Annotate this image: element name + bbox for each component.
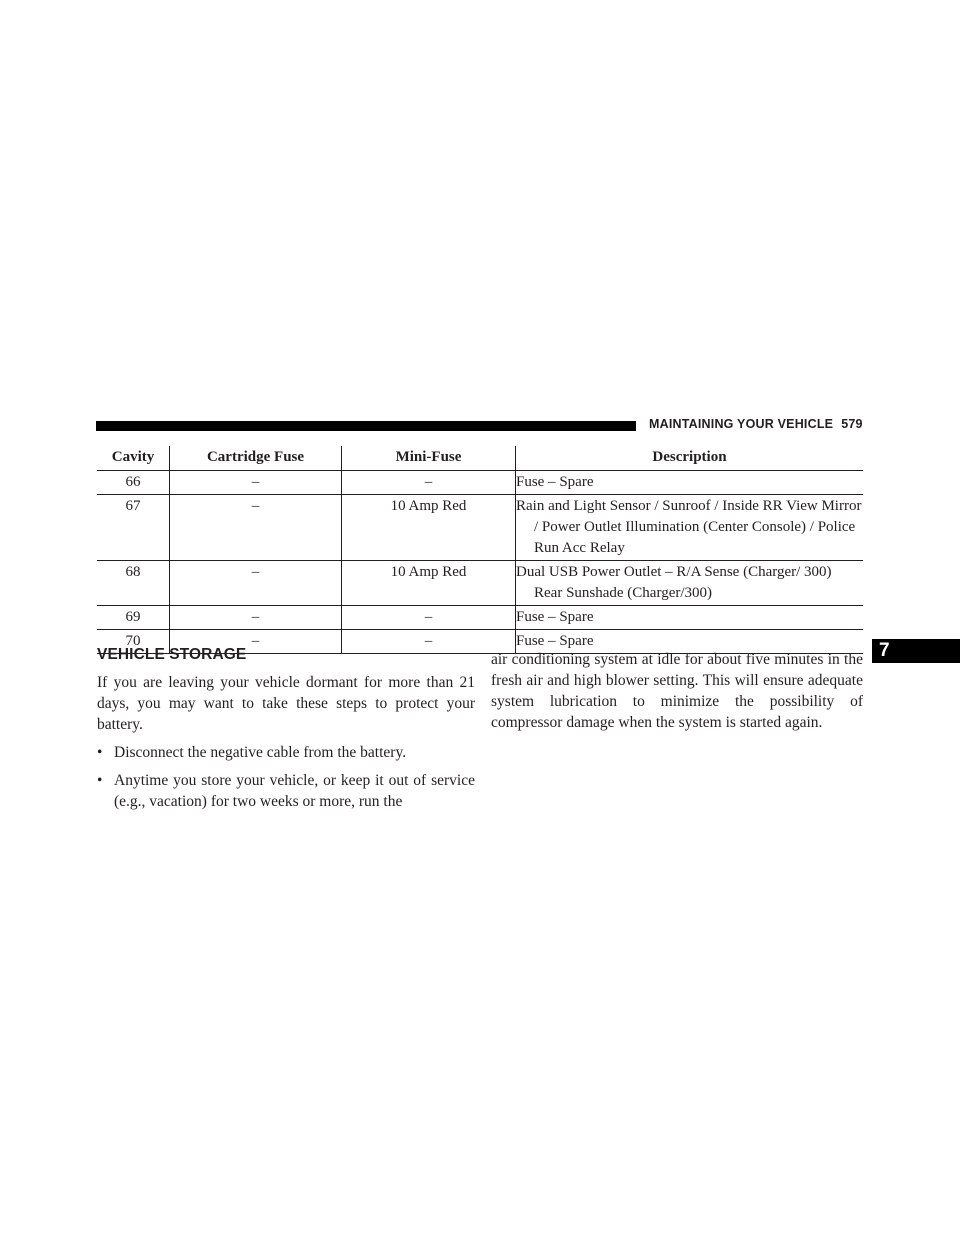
table-row [97,561,863,606]
cell-description: Fuse – Spare [516,609,594,625]
cell-mini-fuse: 10 Amp Red [342,495,516,561]
cell-mini-fuse: – [342,606,516,630]
cell-description: Rain and Light Sensor / Sunroof / Inside RR View Mirror / Power Outlet Illumination (Center Console) / Police Run Acc Relay [516,498,862,556]
cell-cavity: 66 [97,471,170,495]
table-row [97,606,863,630]
cell-mini-fuse: – [342,630,516,654]
page-number: 579 [841,417,863,431]
bullet-icon: • [97,772,103,789]
table-header-row [97,446,863,471]
intro-paragraph: If you are leaving your vehicle dormant for more than 21 days, you may want to take these steps to protect your battery. [97,674,475,733]
fuse-table [97,446,863,654]
cell-description: Fuse – Spare [516,633,594,649]
header-cartridge-fuse: Cartridge Fuse [170,446,342,471]
cell-mini-fuse: – [342,471,516,495]
header-rule [96,421,636,431]
cell-cavity: 69 [97,606,170,630]
table-row [97,471,863,495]
header-mini-fuse: Mini-Fuse [342,446,516,471]
cell-description: Fuse – Spare [516,474,594,490]
section-title-header: MAINTAINING YOUR VEHICLE [649,417,834,431]
running-header [649,417,863,431]
cell-cartridge-fuse: – [170,630,342,654]
bullet-icon: • [97,744,103,761]
cell-description: Dual USB Power Outlet – R/A Sense (Charger/ 300) Rear Sunshade (Charger/300) [516,564,832,601]
list-item [97,770,475,812]
storage-steps-list [97,742,475,812]
right-column [491,649,863,733]
header-cavity: Cavity [97,446,170,471]
continuation-paragraph: air conditioning system at idle for about five minutes in the fresh air and high blower setting. This will ensure adequate system lubrication to minimize the possibility of compressor damage when the system is started again. [491,651,863,731]
list-item-text: Anytime you store your vehicle, or keep it out of service (e.g., vacation) for two weeks or more, run the [114,772,475,810]
cell-cartridge-fuse: – [170,471,342,495]
cell-cavity: 70 [97,630,170,654]
list-item [97,742,475,763]
cell-cavity: 68 [97,561,170,606]
cell-mini-fuse: 10 Amp Red [342,561,516,606]
cell-cartridge-fuse: – [170,495,342,561]
vehicle-storage-heading: VEHICLE STORAGE [97,646,247,663]
list-item-text: Disconnect the negative cable from the battery. [114,744,407,761]
cell-cartridge-fuse: – [170,606,342,630]
header-description: Description [516,446,864,471]
cell-cavity: 67 [97,495,170,561]
cell-cartridge-fuse: – [170,561,342,606]
left-column [97,672,475,819]
chapter-tab: 7 [872,639,960,663]
table-row [97,495,863,561]
